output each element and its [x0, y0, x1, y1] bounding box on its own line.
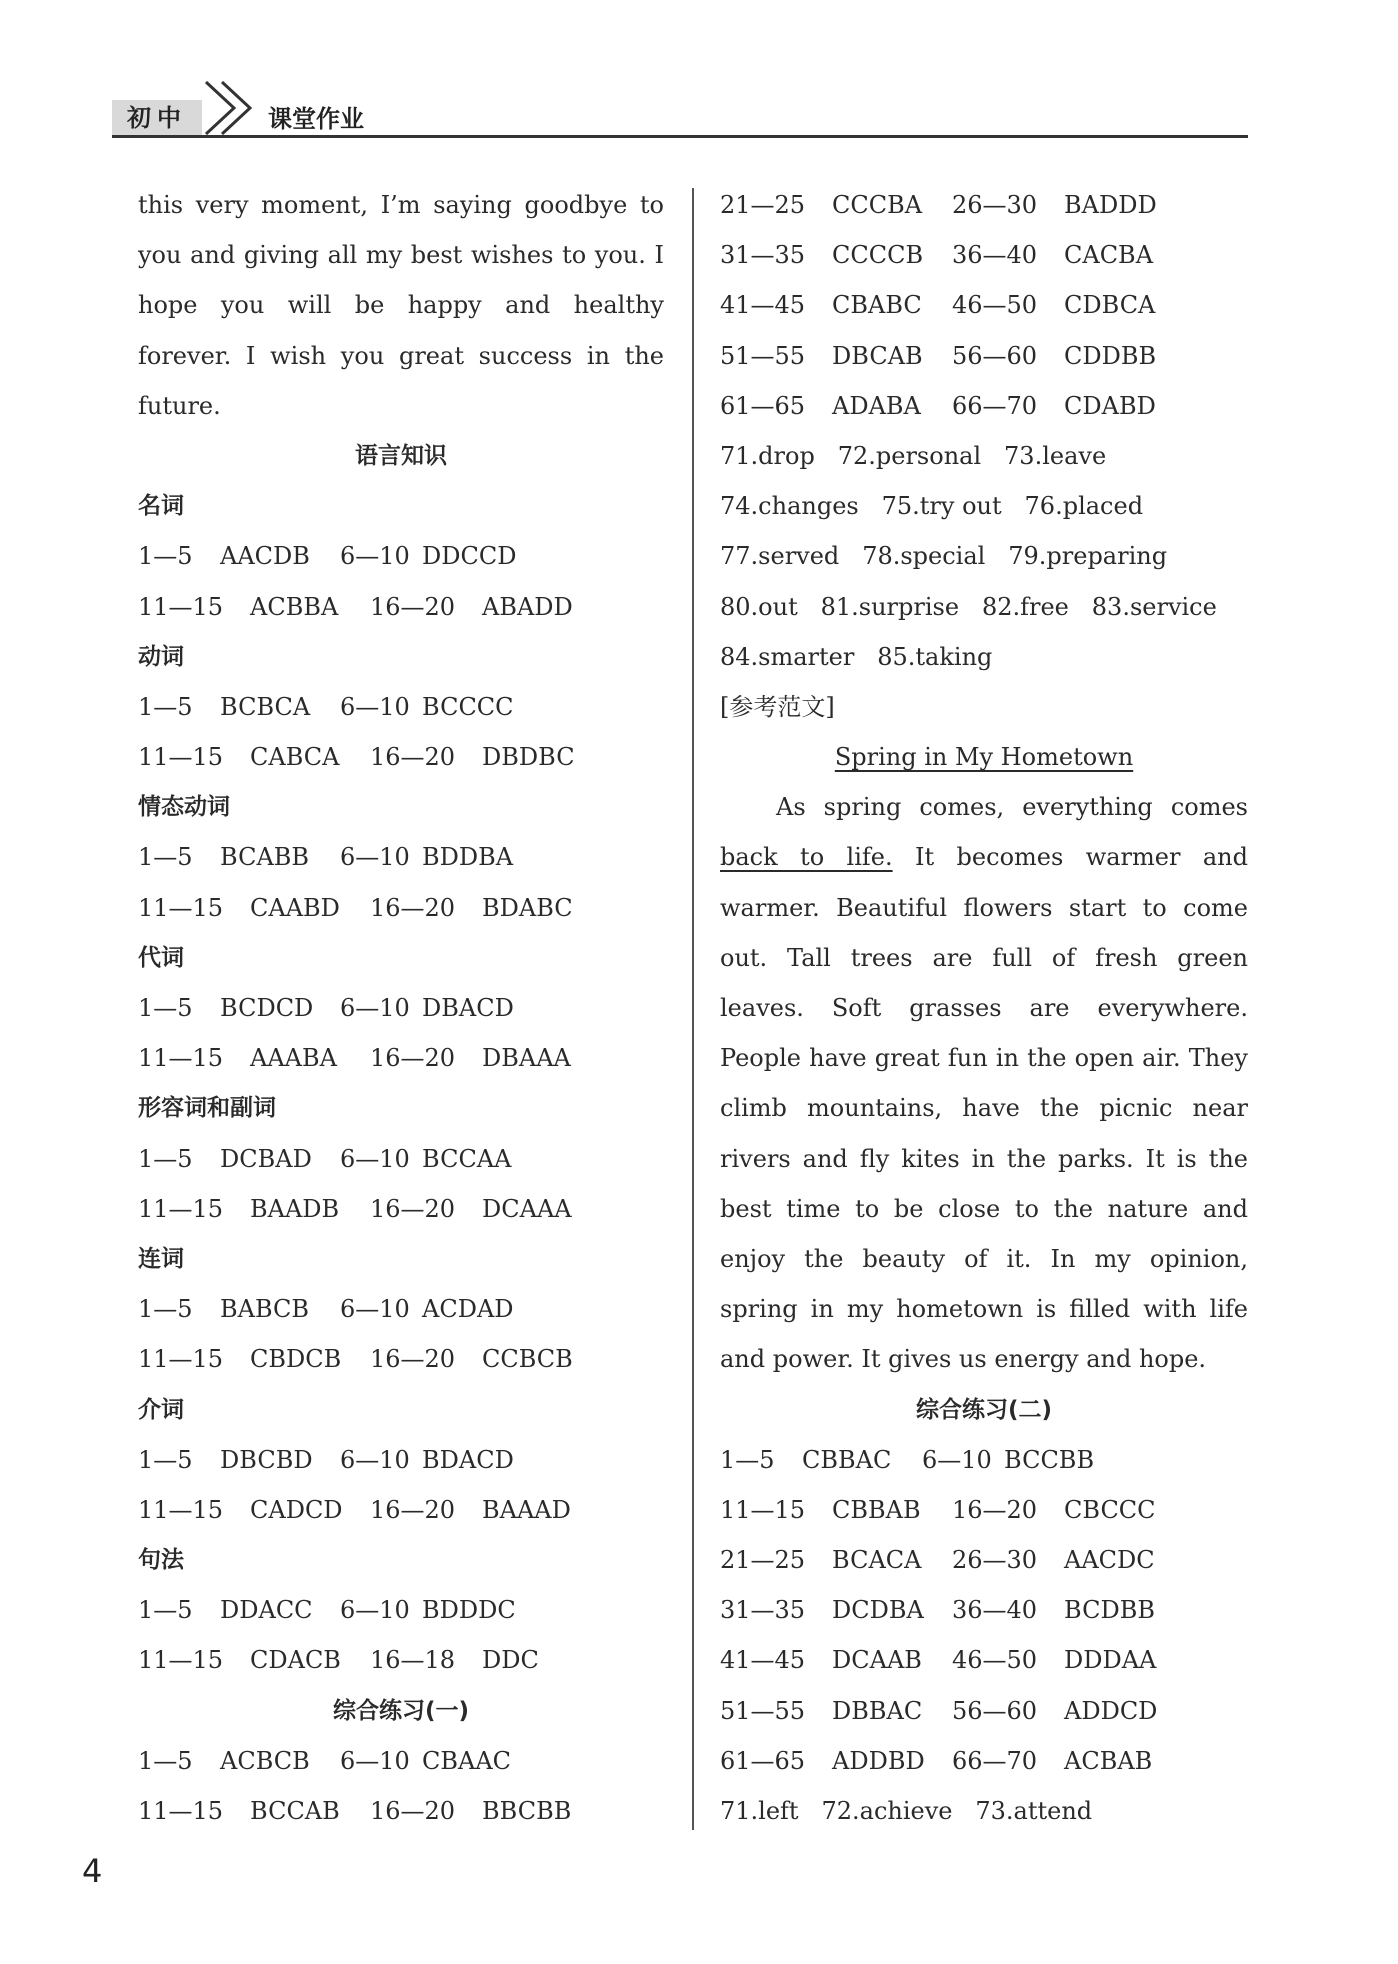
category-heading: 动词 — [138, 643, 184, 670]
answer-row: 21—25 CCCBA 26—30 BADDD — [720, 191, 1157, 219]
answer-row: 11—15 AAABA 16—20 DBAAA — [138, 1044, 571, 1073]
essay-line: warmer. Beautiful flowers start to come — [720, 893, 1248, 922]
category-heading: 句法 — [138, 1547, 184, 1574]
answer-row: 11—15 CBBAB 16—20 CBCCC — [720, 1495, 1156, 1524]
header-rule — [112, 135, 1248, 138]
answer-row: 1—5 BABCB 6—10 ACDAD — [138, 1295, 514, 1324]
letter-line: hope you will be happy and healthy — [138, 291, 664, 320]
word-answer-row: 74.changes 75.try out 76.placed — [720, 492, 1144, 521]
double-chevron-icon — [200, 78, 262, 138]
category-heading: 形容词和副词 — [138, 1095, 276, 1122]
category-heading: 名词 — [138, 493, 184, 520]
essay-line: As spring comes, everything comes — [776, 793, 1248, 822]
answer-row: 51—55 DBCAB 56—60 CDDBB — [720, 341, 1157, 370]
answer-row: 11—15 CABCA 16—20 DBDBC — [138, 743, 575, 772]
answer-row: 11—15 BAADB 16—20 DCAAA — [138, 1194, 572, 1223]
answer-row: 31—35 CCCCB 36—40 CACBA — [720, 241, 1154, 270]
header-title: 课堂作业 — [268, 105, 364, 133]
answer-row: 11—15 CBDCB 16—20 CCBCB — [138, 1345, 573, 1374]
essay-line: out. Tall trees are full of fresh green — [720, 943, 1248, 972]
answer-row: 31—35 DCDBA 36—40 BCDBB — [720, 1596, 1155, 1625]
letter-line: future. — [138, 391, 221, 420]
answer-row: 11—15 CDACB 16—18 DDC — [138, 1646, 539, 1675]
right-column — [720, 180, 1248, 1836]
answer-row: 1—5 ACBCB 6—10 CBAAC — [138, 1746, 512, 1775]
answer-row: 1—5 BCABB 6—10 BDDBA — [138, 843, 514, 872]
section-title: 综合练习(一) — [332, 1697, 470, 1724]
answer-row: 1—5 BCBCA 6—10 BCCCC — [138, 692, 514, 721]
essay-line: back to life. It becomes warmer and — [720, 843, 1248, 872]
category-heading: 代词 — [138, 944, 184, 971]
answer-row: 11—15 CAABD 16—20 BDABC — [138, 893, 573, 922]
essay-line: leaves. Soft grasses are everywhere. — [720, 994, 1248, 1022]
answer-row: 1—5 DDACC 6—10 BDDDC — [138, 1596, 516, 1625]
essay-title: Spring in My Hometown — [834, 743, 1134, 772]
answer-row: 41—45 CBABC 46—50 CDBCA — [720, 291, 1156, 320]
word-answer-row: 71.drop 72.personal 73.leave — [720, 441, 1107, 470]
letter-line: this very moment, I’m saying goodbye to — [138, 191, 664, 219]
page-number: 4 — [82, 1852, 103, 1890]
essay-line: climb mountains, have the picnic near — [720, 1094, 1248, 1123]
answer-row: 11—15 BCCAB 16—20 BBCBB — [138, 1797, 572, 1825]
letter-line: you and giving all my best wishes to you. I — [138, 241, 664, 270]
category-heading: 情态动词 — [138, 794, 230, 821]
answer-row: 1—5 AACDB 6—10 DDCCD — [138, 542, 517, 571]
answer-row: 1—5 DBCBD 6—10 BDACD — [138, 1445, 514, 1474]
section-title: 综合练习(二) — [915, 1396, 1053, 1423]
essay-line: rivers and fly kites in the parks. It is the — [720, 1144, 1248, 1173]
category-heading: 介词 — [138, 1396, 184, 1423]
section-title: 语言知识 — [355, 442, 447, 469]
answer-row: 1—5 DCBAD 6—10 BCCAA — [138, 1144, 512, 1173]
answer-row: 51—55 DBBAC 56—60 ADDCD — [720, 1696, 1158, 1725]
grade-tag: 初中 — [112, 100, 202, 136]
essay-line: and power. It gives us energy and hope. — [720, 1345, 1207, 1374]
category-heading: 连词 — [138, 1245, 184, 1272]
page-header — [112, 78, 1248, 138]
answer-row: 21—25 BCACA 26—30 AACDC — [720, 1546, 1155, 1575]
answer-row: 61—65 ADDBD 66—70 ACBAB — [720, 1746, 1153, 1775]
left-column — [138, 180, 664, 1836]
word-answer-row: 80.out 81.surprise 82.free 83.service — [720, 592, 1217, 621]
answer-row: 1—5 CBBAC 6—10 BCCBB — [720, 1445, 1095, 1474]
essay-line: best time to be close to the nature and — [720, 1194, 1248, 1223]
answer-row: 1—5 BCDCD 6—10 DBACD — [138, 994, 514, 1022]
word-answer-row: 84.smarter 85.taking — [720, 642, 993, 671]
essay-line: spring in my hometown is filled with life — [720, 1295, 1248, 1324]
column-divider — [692, 188, 694, 1830]
essay-line: People have great fun in the open air. They — [720, 1044, 1248, 1073]
answer-row: 61—65 ADABA 66—70 CDABD — [720, 391, 1156, 420]
word-answer-row: 71.left 72.achieve 73.attend — [720, 1797, 1093, 1825]
answer-row: 11—15 CADCD 16—20 BAAAD — [138, 1495, 571, 1524]
answer-row: 41—45 DCAAB 46—50 DDDAA — [720, 1646, 1157, 1675]
answer-row: 11—15 ACBBA 16—20 ABADD — [138, 592, 573, 621]
essay-label: [参考范文] — [720, 692, 835, 721]
letter-line: forever. I wish you great success in the — [138, 341, 664, 370]
word-answer-row: 77.served 78.special 79.preparing — [720, 542, 1168, 571]
essay-line: enjoy the beauty of it. In my opinion, — [720, 1244, 1248, 1273]
